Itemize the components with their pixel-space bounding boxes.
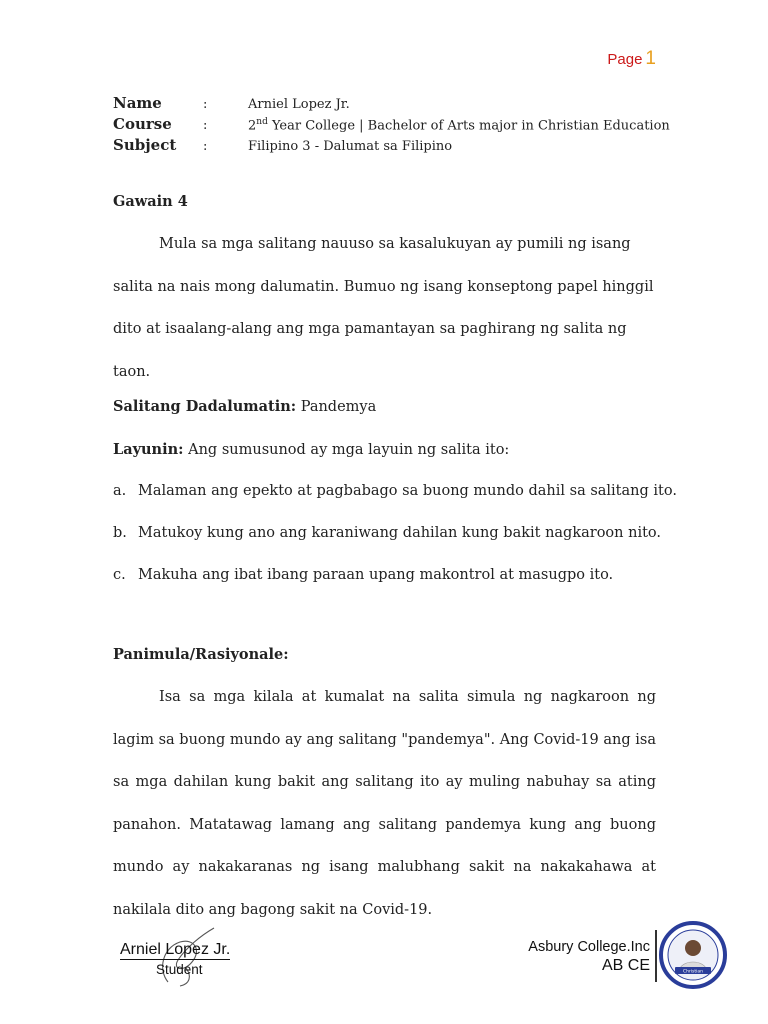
- info-row-subject: [113, 136, 670, 157]
- signature-block: [118, 938, 258, 994]
- school-dept: AB CE: [601, 957, 650, 974]
- info-row-name: [113, 94, 670, 115]
- signature-role: Student: [156, 962, 203, 977]
- course-year: 2: [248, 118, 257, 133]
- list-marker: a.: [113, 483, 127, 499]
- word-value: Pandemya: [296, 399, 377, 415]
- school-block: [528, 938, 650, 976]
- info-colon: :: [203, 139, 208, 154]
- info-colon: :: [203, 118, 208, 133]
- course-year-suffix: nd: [256, 116, 268, 127]
- rationale-title: Panimula/Rasiyonale:: [113, 646, 289, 663]
- list-marker: c.: [113, 567, 126, 583]
- list-text: Makuha ang ibat ibang paraan upang makontrol at masugpo ito.: [138, 567, 614, 583]
- activity-instructions-block: [113, 223, 656, 393]
- word-line: [113, 398, 376, 415]
- info-value: [248, 117, 670, 133]
- list-item: [113, 567, 613, 583]
- word-label: Salitang Dadalumatin:: [113, 398, 297, 415]
- page-number: [607, 48, 656, 70]
- list-item: [113, 525, 661, 541]
- info-colon: :: [203, 97, 208, 112]
- page-label: Page: [607, 51, 643, 68]
- signature-name: Arniel Lopez Jr.: [120, 941, 231, 958]
- objectives-intro: Ang sumusunod ay mga layuin ng salita ito:: [183, 442, 510, 458]
- activity-title: Gawain 4: [113, 193, 188, 210]
- list-text: Matukoy kung ano ang karaniwang dahilan kung bakit nagkaroon nito.: [138, 525, 661, 541]
- activity-instructions: Mula sa mga salitang nauuso sa kasalukuyan ay pumili ng isang salita na nais mong dalumatin. Bumuo ng isang konseptong papel hinggil dito at isaalang-alang ang mga pamantayan sa paghirang ng salita ng taon.: [113, 236, 654, 380]
- list-marker: b.: [113, 525, 127, 541]
- rationale-block: [113, 676, 656, 931]
- course-text: Year College | Bachelor of Arts major in Christian Education: [267, 118, 670, 133]
- rationale-text: Isa sa mga kilala at kumalat na salita simula ng nagkaroon ng lagim sa buong mundo ay ang salitang "pandemya". Ang Covid-19 ang isa sa mga dahilan kung bakit ang salitang ito ay muling nabuhay sa ating panahon. Matatawag lamang ang salitang pandemya kung ang buong mundo ay nakakaranas ng isang malubhang sakit na nakakahawa at nakilala dito ang bagong sakit na Covid-19.: [113, 689, 656, 918]
- info-value: Arniel Lopez Jr.: [248, 97, 350, 112]
- info-label: Subject: [113, 136, 177, 154]
- footer-divider: [655, 930, 657, 982]
- objectives-label: Layunin:: [113, 441, 184, 458]
- school-name: Asbury College.Inc: [528, 939, 650, 955]
- list-text: Malaman ang epekto at pagbabago sa buong mundo dahil sa salitang ito.: [138, 483, 677, 499]
- info-label: Name: [113, 94, 162, 112]
- info-row-course: [113, 115, 670, 136]
- page-digit: 1: [645, 48, 656, 69]
- objectives-line: [113, 441, 509, 458]
- info-value: Filipino 3 - Dalumat sa Filipino: [248, 139, 453, 154]
- logo-text: Christian: [682, 969, 704, 975]
- school-logo-icon: [659, 921, 727, 989]
- list-item: [113, 483, 677, 499]
- info-label: Course: [113, 115, 172, 133]
- student-info: [113, 94, 670, 157]
